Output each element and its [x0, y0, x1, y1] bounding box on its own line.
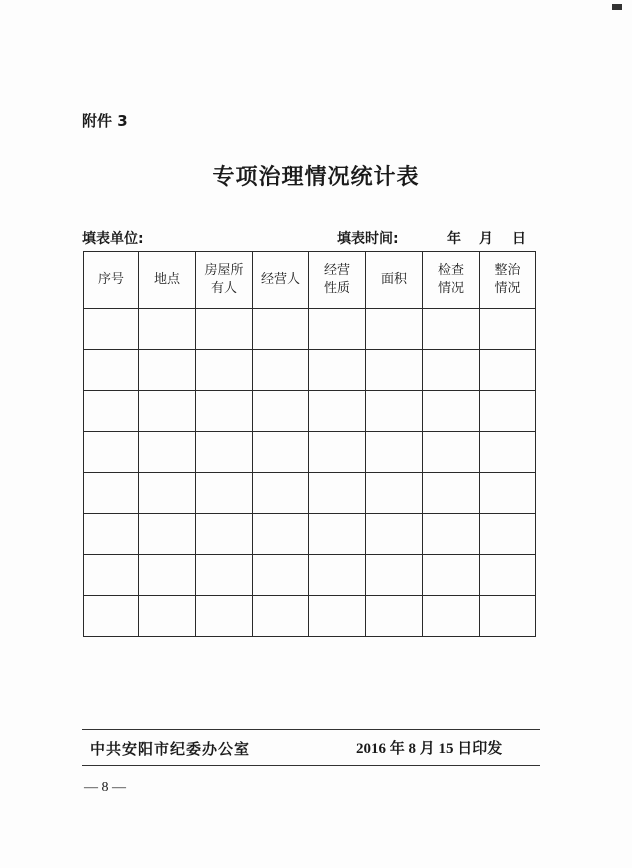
table-cell	[423, 473, 480, 514]
table-cell	[480, 514, 536, 555]
table-row	[84, 514, 536, 555]
table-cell	[423, 432, 480, 473]
table-header-cell: 检查 情况	[423, 252, 480, 309]
table-row	[84, 309, 536, 350]
table-cell	[84, 596, 139, 637]
table-cell	[309, 555, 366, 596]
table-header-cell: 经营 性质	[309, 252, 366, 309]
table-cell	[423, 596, 480, 637]
table-cell	[366, 555, 423, 596]
table-cell	[196, 514, 253, 555]
table-row	[84, 432, 536, 473]
table-cell	[423, 391, 480, 432]
table-cell	[366, 514, 423, 555]
table-cell	[480, 309, 536, 350]
table-cell	[196, 555, 253, 596]
table-cell	[139, 391, 196, 432]
table-cell	[84, 514, 139, 555]
table-header-cell: 房屋所 有人	[196, 252, 253, 309]
table-cell	[423, 555, 480, 596]
year-label: 年	[447, 231, 461, 247]
table-row	[84, 555, 536, 596]
table-cell	[139, 555, 196, 596]
table-cell	[253, 555, 309, 596]
table-cell	[366, 432, 423, 473]
table-cell	[366, 596, 423, 637]
table-cell	[423, 514, 480, 555]
table-cell	[84, 555, 139, 596]
table-cell	[196, 350, 253, 391]
table-header-cell: 地点	[139, 252, 196, 309]
table-cell	[84, 473, 139, 514]
table-cell	[366, 391, 423, 432]
table-cell	[139, 350, 196, 391]
table-cell	[196, 309, 253, 350]
fill-unit-label: 填表单位:	[82, 231, 144, 247]
day-label: 日	[512, 231, 526, 247]
table-cell	[309, 350, 366, 391]
table-header-cell: 经营人	[253, 252, 309, 309]
table-cell	[196, 391, 253, 432]
page-number: — 8 —	[84, 780, 126, 795]
table-cell	[366, 473, 423, 514]
table-cell	[309, 432, 366, 473]
scan-edge-mark	[612, 4, 622, 10]
table-cell	[480, 391, 536, 432]
table-header-cell: 整治 情况	[480, 252, 536, 309]
table-cell	[423, 350, 480, 391]
table-cell	[139, 432, 196, 473]
table-cell	[139, 596, 196, 637]
attachment-label: 附件 3	[82, 112, 128, 130]
statistics-table	[83, 251, 536, 637]
fill-time-label: 填表时间:	[337, 231, 399, 247]
table-cell	[196, 432, 253, 473]
table-cell	[139, 514, 196, 555]
table-cell	[253, 473, 309, 514]
table-row	[84, 391, 536, 432]
issue-date: 2016 年 8 月 15 日印发	[356, 741, 503, 757]
footer-top-rule	[82, 729, 540, 730]
table-cell	[366, 309, 423, 350]
table-cell	[480, 473, 536, 514]
table-cell	[423, 309, 480, 350]
table-cell	[84, 309, 139, 350]
issuer-name: 中共安阳市纪委办公室	[90, 740, 251, 758]
table-cell	[84, 391, 139, 432]
table-cell	[309, 309, 366, 350]
table-header-row	[84, 252, 536, 309]
month-label: 月	[479, 231, 493, 247]
table-cell	[253, 596, 309, 637]
table-row	[84, 596, 536, 637]
table-cell	[139, 309, 196, 350]
table-cell	[253, 432, 309, 473]
table-cell	[196, 473, 253, 514]
table-cell	[253, 309, 309, 350]
table-cell	[196, 596, 253, 637]
table-cell	[84, 432, 139, 473]
table-cell	[253, 391, 309, 432]
table-cell	[480, 432, 536, 473]
table-cell	[309, 596, 366, 637]
table-row	[84, 473, 536, 514]
table-cell	[253, 350, 309, 391]
table-cell	[309, 514, 366, 555]
table-row	[84, 350, 536, 391]
table-cell	[84, 350, 139, 391]
table-cell	[309, 391, 366, 432]
table-header-cell: 序号	[84, 252, 139, 309]
page-title: 专项治理情况统计表	[212, 165, 420, 190]
table-cell	[366, 350, 423, 391]
footer-bottom-rule	[82, 765, 540, 766]
table-body	[84, 309, 536, 637]
table-cell	[139, 473, 196, 514]
table-header-cell: 面积	[366, 252, 423, 309]
table-cell	[480, 596, 536, 637]
table-cell	[480, 350, 536, 391]
table-cell	[480, 555, 536, 596]
table-cell	[253, 514, 309, 555]
table-cell	[309, 473, 366, 514]
